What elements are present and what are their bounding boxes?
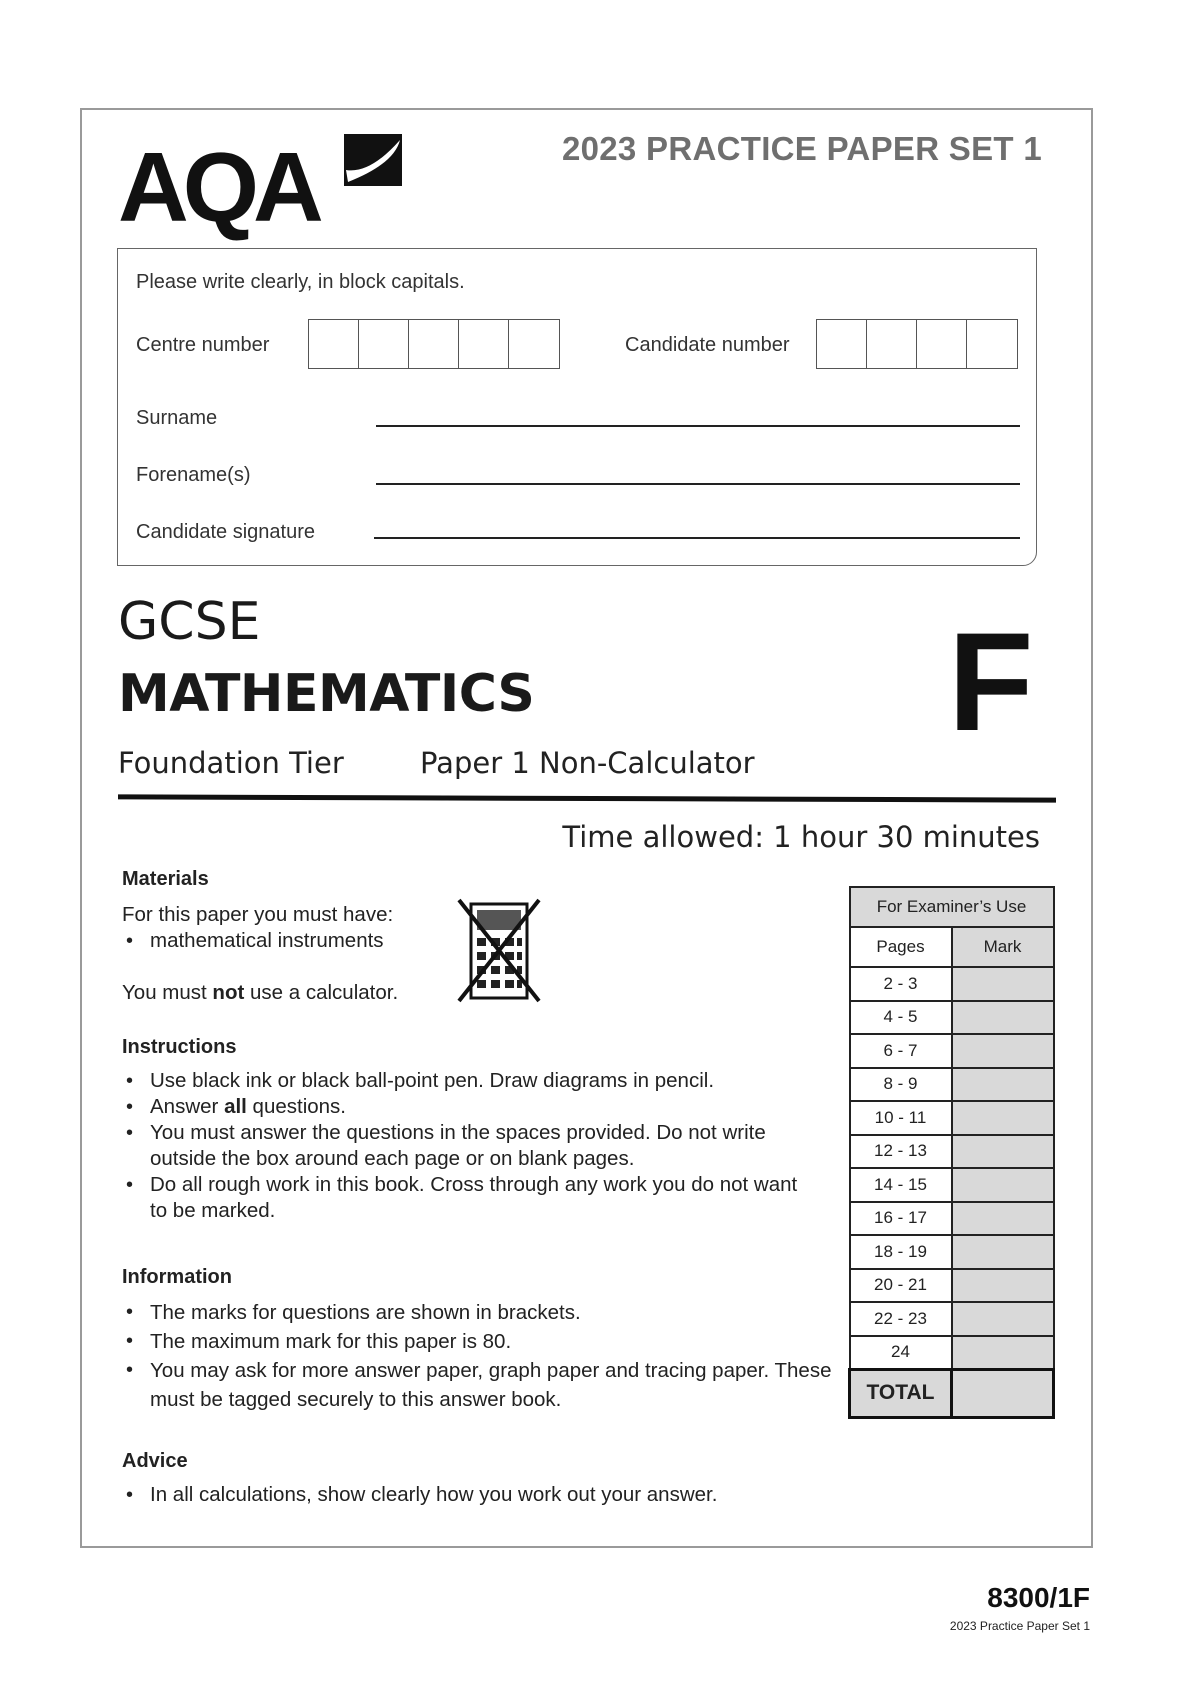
pages-cell: 6 - 7: [850, 1034, 952, 1068]
list-item: [122, 1094, 842, 1120]
instruction-text: questions.: [246, 1095, 347, 1118]
calc-rule-emphasis: not: [212, 981, 245, 1004]
list-item: • You may ask for more answer paper, graph paper and tracing paper. These must be tagged securely to this answer book.: [122, 1356, 860, 1414]
subject-heading: MATHEMATICS: [118, 664, 535, 724]
centre-number-label: Centre number: [136, 334, 270, 356]
pages-cell: 24: [850, 1336, 952, 1370]
block-capitals-instruction: Please write clearly, in block capitals.: [136, 271, 465, 293]
centre-number-boxes[interactable]: [308, 319, 560, 369]
mark-cell: [952, 1001, 1054, 1035]
list-item: • You must answer the questions in the spaces provided. Do not write outside the box around each page or on blank pages.: [122, 1120, 810, 1172]
list-item: • The maximum mark for this paper is 80.: [122, 1327, 842, 1356]
tier-label: Foundation Tier: [118, 746, 344, 780]
information-heading: Information: [122, 1266, 232, 1288]
examiner-use-table: [848, 886, 1055, 1419]
centre-digit-box[interactable]: [459, 320, 509, 368]
centre-digit-box[interactable]: [359, 320, 409, 368]
calculator-rule: [122, 980, 398, 1006]
candidate-digit-box[interactable]: [867, 320, 917, 368]
total-mark-cell: [952, 1369, 1054, 1417]
signature-label: Candidate signature: [136, 521, 316, 543]
candidate-digit-box[interactable]: [817, 320, 867, 368]
pages-cell: 4 - 5: [850, 1001, 952, 1035]
centre-digit-box[interactable]: [409, 320, 459, 368]
logo-text: AQA: [118, 132, 318, 242]
total-label: TOTAL: [850, 1369, 952, 1417]
paper-label: Paper 1 Non-Calculator: [420, 746, 755, 780]
mark-cell: [952, 1034, 1054, 1068]
mark-cell: [952, 1168, 1054, 1202]
centre-digit-box[interactable]: [509, 320, 559, 368]
candidate-digit-box[interactable]: [917, 320, 967, 368]
calc-rule-text: You must: [122, 981, 213, 1004]
mark-cell: [952, 1101, 1054, 1135]
pages-cell: 20 - 21: [850, 1269, 952, 1303]
materials-intro: For this paper you must have:: [122, 903, 394, 926]
list-item: • Do all rough work in this book. Cross through any work you do not want to be marked.: [122, 1172, 810, 1224]
mark-cell: [952, 1336, 1054, 1370]
mark-cell: [952, 1135, 1054, 1169]
centre-digit-box[interactable]: [309, 320, 359, 368]
list-item: • Use black ink or black ball-point pen. Draw diagrams in pencil.: [122, 1068, 842, 1094]
mark-cell: [952, 967, 1054, 1001]
materials-heading: Materials: [122, 868, 209, 890]
mark-cell: [952, 1235, 1054, 1269]
candidate-digit-box[interactable]: [967, 320, 1017, 368]
surname-label: Surname: [136, 407, 218, 429]
list-item: • The marks for questions are shown in brackets.: [122, 1298, 842, 1327]
advice-heading: Advice: [122, 1450, 188, 1472]
examiner-table-title: For Examiner’s Use: [850, 887, 1054, 927]
calc-rule-text: use a calculator.: [244, 981, 399, 1004]
pages-cell: 22 - 23: [850, 1302, 952, 1336]
aqa-flag-icon: [336, 130, 408, 200]
mark-column-header: Mark: [952, 927, 1054, 967]
information-list: [122, 1298, 842, 1414]
signature-line[interactable]: [374, 537, 1020, 539]
pages-cell: 8 - 9: [850, 1068, 952, 1102]
practice-paper-title: 2023 PRACTICE PAPER SET 1: [561, 130, 1042, 167]
pages-cell: 18 - 19: [850, 1235, 952, 1269]
gcse-heading: GCSE: [118, 592, 261, 652]
instructions-list: [122, 1068, 842, 1224]
candidate-details-box: [117, 248, 1037, 566]
no-calculator-icon: [455, 898, 543, 1003]
candidate-number-label: Candidate number: [625, 334, 790, 356]
tier-letter: F: [948, 603, 1034, 760]
list-item: • mathematical instruments: [122, 928, 842, 954]
surname-line[interactable]: [376, 425, 1020, 427]
candidate-number-boxes[interactable]: [816, 319, 1018, 369]
mark-cell: [952, 1068, 1054, 1102]
pages-cell: 2 - 3: [850, 967, 952, 1001]
instruction-emphasis: all: [224, 1095, 247, 1118]
list-item: • In all calculations, show clearly how you work out your answer.: [122, 1482, 842, 1508]
pages-cell: 16 - 17: [850, 1202, 952, 1236]
time-allowed: Time allowed: 1 hour 30 minutes: [562, 820, 1040, 854]
forenames-label: Forename(s): [136, 464, 251, 486]
paper-code: 8300/1F: [987, 1582, 1090, 1613]
advice-list: [122, 1482, 842, 1508]
mark-cell: [952, 1302, 1054, 1336]
pages-cell: 12 - 13: [850, 1135, 952, 1169]
forenames-line[interactable]: [376, 483, 1020, 485]
instructions-heading: Instructions: [122, 1036, 237, 1058]
pages-cell: 14 - 15: [850, 1168, 952, 1202]
instruction-text: Answer: [150, 1095, 225, 1118]
pages-cell: 10 - 11: [850, 1101, 952, 1135]
pages-column-header: Pages: [850, 927, 952, 967]
aqa-logo: [118, 130, 408, 240]
mark-cell: [952, 1269, 1054, 1303]
paper-set-label: 2023 Practice Paper Set 1: [949, 1619, 1090, 1633]
mark-cell: [952, 1202, 1054, 1236]
